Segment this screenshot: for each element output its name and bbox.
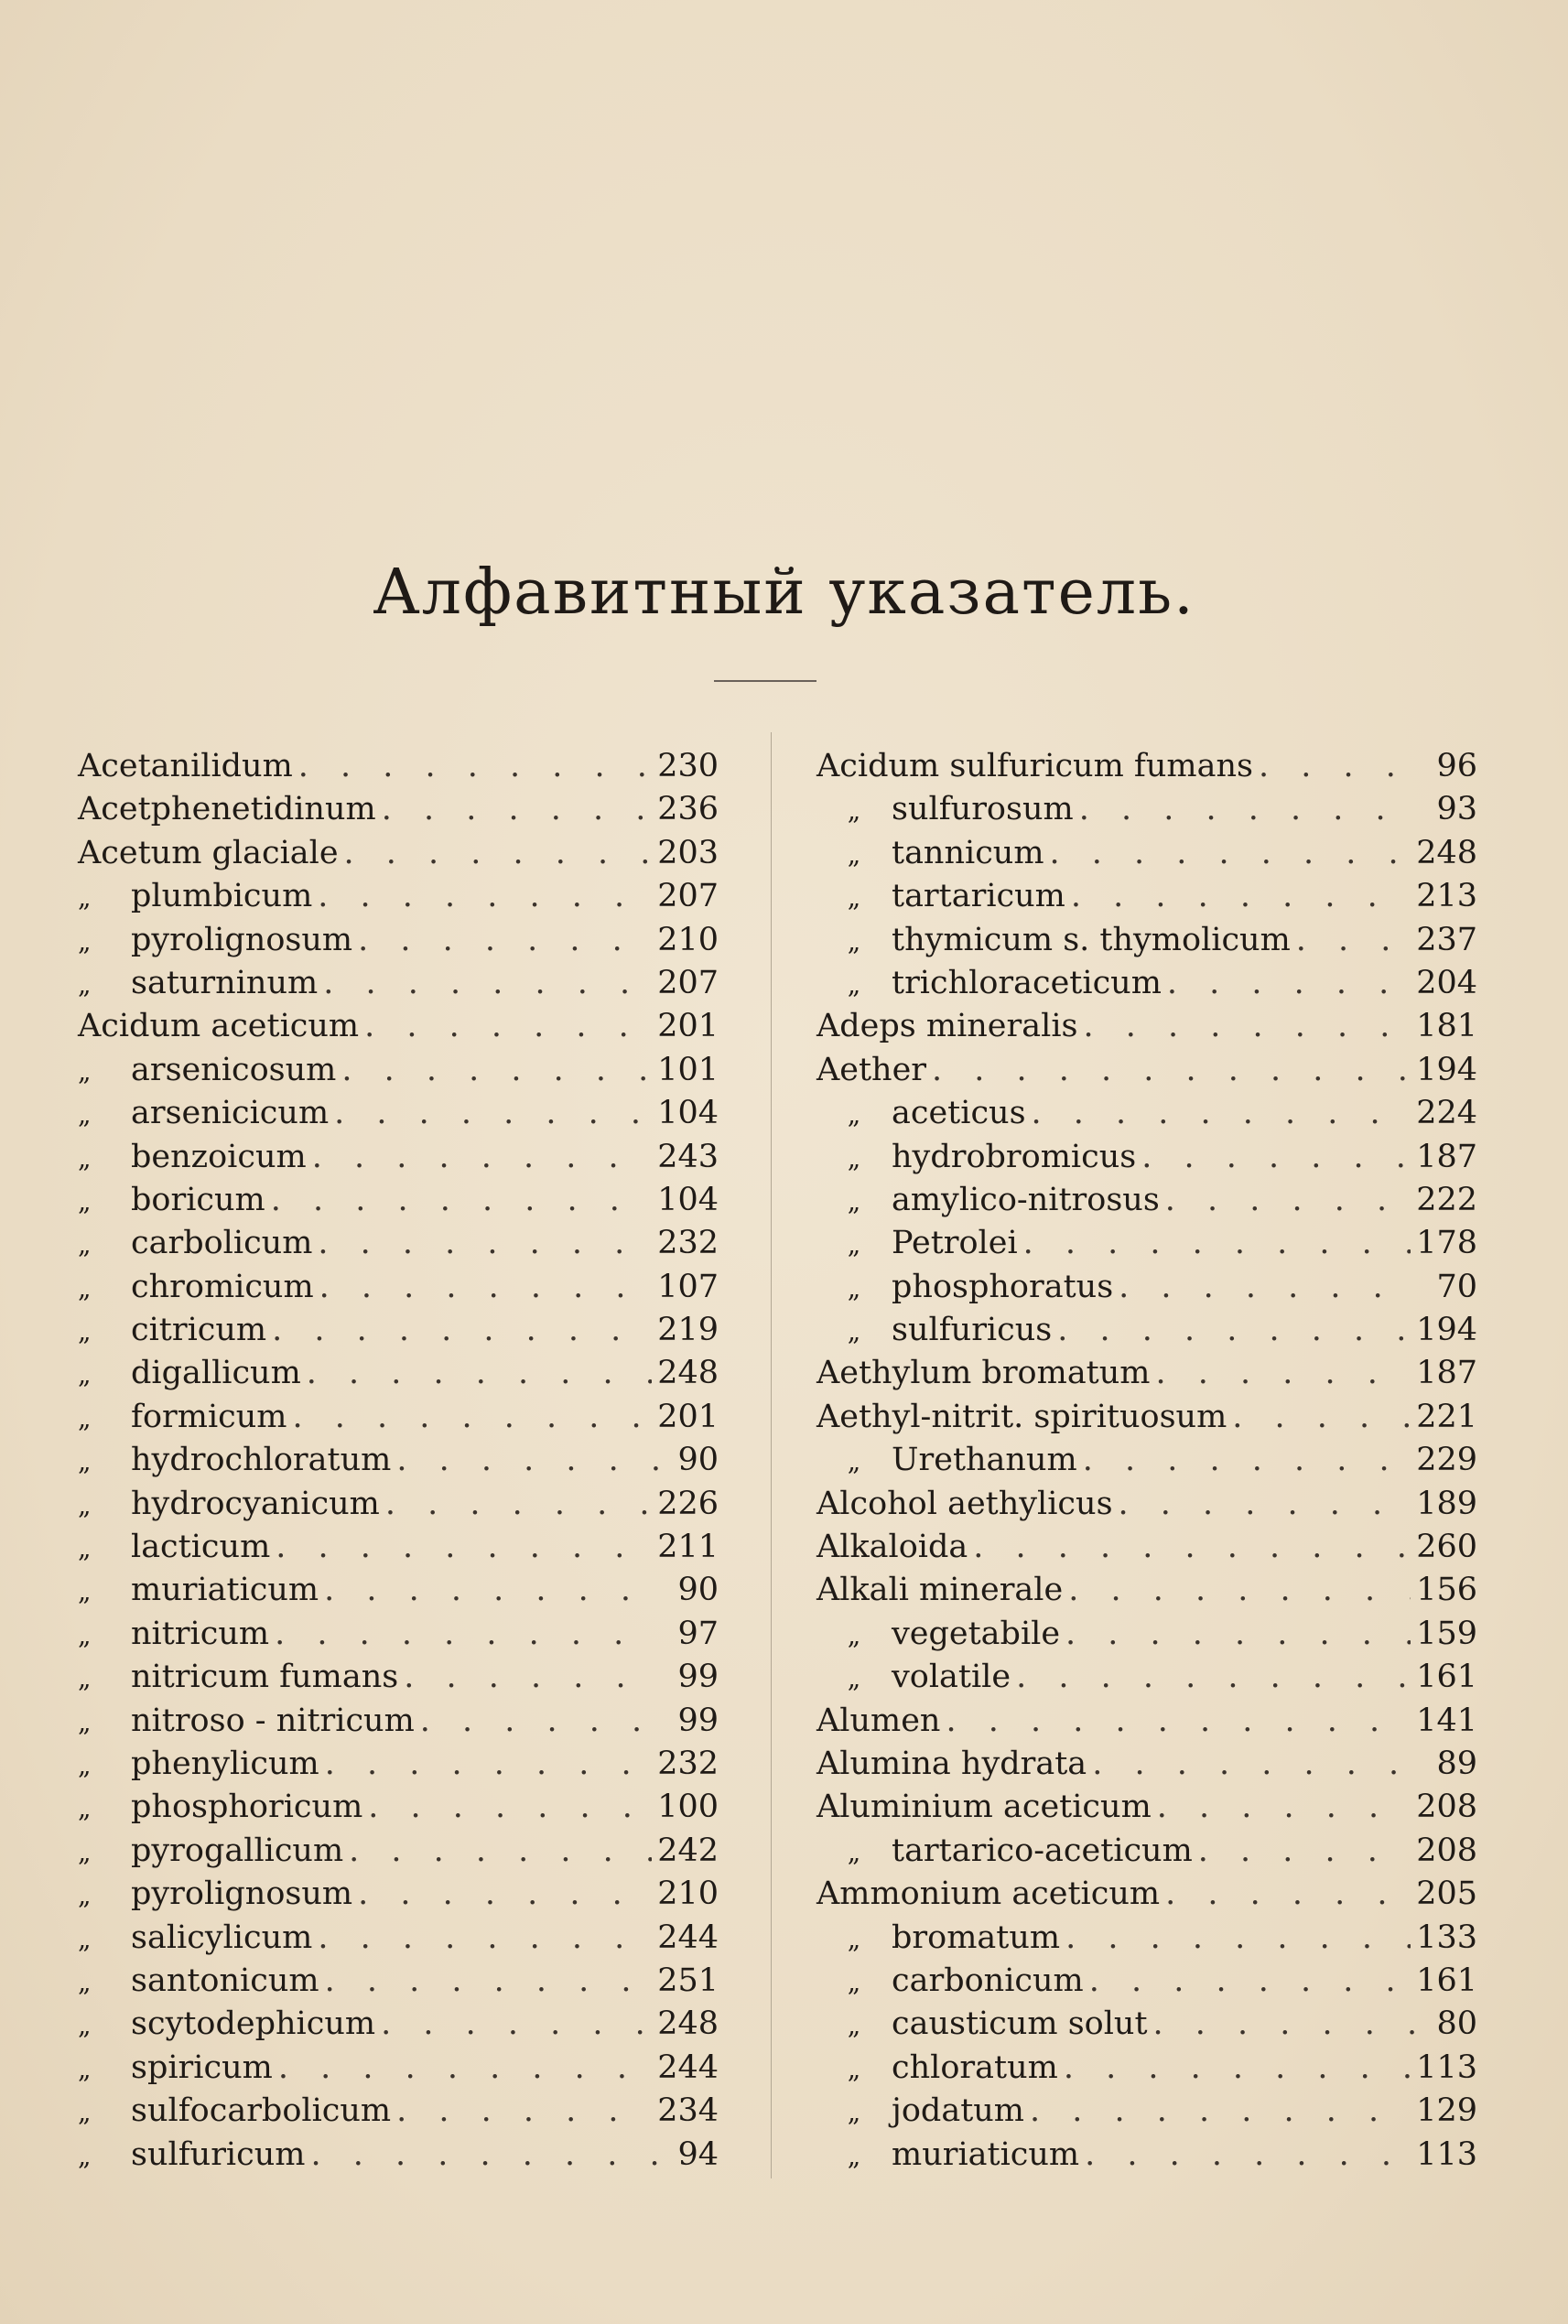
index-entry [816,1656,1477,1699]
index-entry [816,1222,1477,1265]
index-term: Aluminium aceticum [816,1789,1152,1826]
leader-dots [1119,1483,1411,1526]
index-term: „ citricum [78,1309,266,1353]
index-entry [78,1352,719,1395]
page-number: 210 [657,1875,719,1913]
page-number: 203 [657,834,719,871]
index-term: „ salicylicum [78,1917,312,1961]
leader-dots [932,1049,1411,1092]
index-entry [78,1873,719,1916]
page-number: 232 [657,1225,719,1262]
page-number: 207 [657,964,719,1001]
index-entry [816,1483,1477,1526]
index-term: Aether [816,1051,927,1088]
leader-dots [324,1569,658,1612]
leader-dots [1032,1092,1411,1135]
index-term: „ vegetabile [816,1613,1060,1657]
index-entry [78,1309,719,1352]
index-entry [816,1136,1477,1179]
page-number: 133 [1416,1919,1477,1956]
leader-dots [349,1830,652,1873]
leader-dots [310,2134,658,2177]
index-entry [816,1266,1477,1309]
index-term: „ spiricum [78,2047,273,2091]
index-term: „ Urethanum [816,1439,1077,1483]
page-number: 187 [1416,1355,1477,1392]
page-number: 96 [1436,748,1477,784]
index-entry [78,1830,719,1873]
page-number: 93 [1436,791,1477,828]
page-number: 97 [677,1615,719,1652]
leader-dots [318,1222,652,1265]
page-number: 104 [657,1181,719,1218]
index-term: „ digallicum [78,1352,301,1396]
index-term: „ sulfocarbolicum [78,2090,391,2134]
index-term: „ jodatum [816,2090,1024,2134]
index-entry [78,2134,719,2177]
leader-dots [1065,1613,1411,1656]
leader-dots [1068,1569,1411,1612]
page-number: 101 [657,1051,719,1088]
index-term: „ muriaticum [78,1569,319,1613]
page-title: Алфавитный указатель. [373,557,1195,629]
page-number: 229 [1416,1442,1477,1479]
page-number: 244 [657,1919,719,1956]
index-entry [78,1049,719,1092]
index-term: „ aceticus [816,1092,1026,1136]
leader-dots [1065,1917,1411,1960]
index-term: „ arsenicosum [78,1049,336,1093]
leader-dots [1085,2134,1411,2177]
index-entry [816,1613,1477,1656]
leader-dots [396,1439,658,1482]
index-term: „ amylico-nitrosus [816,1179,1160,1223]
leader-dots [341,1049,652,1092]
index-term: „ carbonicum [816,1960,1084,2004]
leader-dots [1167,962,1411,1005]
index-term: „ muriaticum [816,2134,1079,2178]
index-entry [78,1136,719,1179]
index-entry [78,1222,719,1265]
leader-dots [1141,1136,1411,1179]
index-entry [816,1569,1477,1612]
index-term: „ tannicum [816,832,1044,876]
index-term: Adeps mineralis [816,1008,1078,1045]
index-entry [816,1873,1477,1916]
page-number: 234 [657,2092,719,2130]
index-term: „ nitricum [78,1613,269,1657]
page-number: 104 [657,1095,719,1132]
page-number: 211 [657,1529,719,1566]
page-number: 201 [657,1008,719,1045]
index-entry [78,2090,719,2133]
page-number: 222 [1416,1181,1477,1218]
leader-dots [298,745,652,788]
index-term: „ pyrolignosum [78,919,352,963]
page-number: 260 [1416,1529,1477,1566]
index-entry [816,1396,1477,1439]
leader-dots [1071,875,1411,918]
index-term: Acetphenetidinum [78,791,376,828]
index-term: „ bromatum [816,1917,1060,1961]
page-number: 113 [1416,2135,1477,2173]
page-number: 99 [677,1659,719,1696]
leader-dots [1232,1396,1411,1439]
leader-dots [358,1873,652,1916]
index-column-right [816,745,1477,2177]
page-number: 201 [657,1398,719,1435]
leader-dots [382,788,652,831]
index-term: „ carbolicum [78,1222,312,1266]
page-number: 161 [1416,1962,1477,1999]
leader-dots [364,1005,652,1048]
index-term: „ pyrogallicum [78,1830,343,1874]
index-entry [816,1700,1477,1743]
page-number: 194 [1416,1312,1477,1349]
page-number: 100 [657,1789,719,1826]
index-term: „ sulfuricus [816,1309,1052,1353]
page-number: 248 [657,1355,719,1392]
page-number: 219 [657,1312,719,1349]
page-number: 156 [1416,1572,1477,1609]
index-entry [816,1960,1477,2003]
page-number: 213 [1416,878,1477,915]
index-term: Alumen [816,1702,941,1739]
index-entry [816,1917,1477,1960]
page-number: 248 [1416,834,1477,871]
leader-dots [319,1266,653,1309]
index-entry [78,2047,719,2090]
leader-dots [1119,1266,1417,1309]
index-entry [816,1049,1477,1092]
index-term: Aethyl-nitrit. spirituosum [816,1398,1227,1435]
index-term: „ phenylicum [78,1743,319,1787]
page-number: 181 [1416,1008,1477,1045]
index-entry [816,962,1477,1005]
leader-dots [385,1483,652,1526]
page-number: 113 [1416,2048,1477,2086]
index-term: Acidum aceticum [78,1008,360,1045]
index-entry [78,1700,719,1743]
page-number: 159 [1416,1615,1477,1652]
index-term: „ chloratum [816,2047,1058,2091]
index-term: „ Petrolei [816,1222,1018,1266]
index-entry [78,1743,719,1786]
index-entry [78,1656,719,1699]
index-entry [816,1092,1477,1135]
page-number: 243 [657,1138,719,1175]
leader-dots [323,962,652,1005]
page-number: 90 [677,1442,719,1479]
leader-dots [420,1700,658,1743]
leader-dots [318,875,652,918]
leader-dots [292,1396,652,1439]
leader-dots [344,832,653,875]
index-term: Alcohol aethylicus [816,1485,1113,1522]
leader-dots [1079,788,1417,831]
leader-dots [358,919,652,962]
index-term: „ volatile [816,1656,1011,1700]
leader-dots [1157,1786,1411,1829]
page-number: 70 [1436,1268,1477,1305]
index-entry [78,1439,719,1482]
index-term: „ lacticum [78,1526,270,1570]
index-entry [78,875,719,918]
index-term: „ trichloraceticum [816,962,1162,1006]
page-number: 242 [657,1832,719,1869]
leader-dots [1089,1960,1411,2003]
leader-dots [973,1526,1411,1569]
page-number: 89 [1436,1745,1477,1782]
index-term: „ tartaricum [816,875,1065,919]
page-number: 141 [1416,1702,1477,1739]
index-term: „ sulfurosum [816,788,1074,832]
leader-dots [1057,1309,1411,1352]
leader-dots [1153,2003,1417,2046]
index-term: „ phosphoricum [78,1786,362,1830]
leader-dots [1296,919,1411,962]
index-term: „ tartarico-aceticum [816,1830,1193,1874]
leader-dots [272,1309,652,1352]
index-term: Acetanilidum [78,748,293,784]
index-term: Aethylum bromatum [816,1355,1151,1392]
leader-dots [1259,745,1417,788]
index-entry [78,832,719,875]
leader-dots [278,2047,652,2090]
index-entry [816,1830,1477,1873]
leader-dots [1050,832,1411,875]
index-term: „ nitroso - nitricum [78,1700,415,1744]
index-entry [816,2134,1477,2177]
index-entry [78,1786,719,1829]
leader-dots [1030,2090,1411,2133]
leader-dots [325,1743,652,1786]
page-number: 80 [1436,2005,1477,2043]
leader-dots [368,1786,652,1829]
index-column-left [78,745,719,2177]
column-divider [771,732,772,2178]
page-number: 187 [1416,1138,1477,1175]
page-number: 248 [657,2005,719,2043]
index-term: Alumina hydrata [816,1745,1087,1782]
index-term: „ arsenicicum [78,1092,329,1136]
leader-dots [396,2090,652,2133]
index-entry [78,1092,719,1135]
leader-dots [404,1656,658,1699]
index-term: „ hydrobromicus [816,1136,1136,1180]
index-entry [78,1179,719,1222]
index-entry [816,875,1477,918]
page-number: 194 [1416,1051,1477,1088]
index-entry [78,1526,719,1569]
index-entry [816,2003,1477,2046]
page-number: 221 [1416,1398,1477,1435]
index-term: „ benzoicum [78,1136,307,1180]
index-entry [816,1439,1477,1482]
index-term: „ pyrolignosum [78,1873,352,1917]
index-entry [78,1569,719,1612]
leader-dots [1083,1005,1411,1048]
leader-dots [312,1136,652,1179]
page-number: 207 [657,878,719,915]
index-term: „ boricum [78,1179,265,1223]
index-entry [816,1352,1477,1395]
index-entry [78,2003,719,2046]
index-entry [816,1743,1477,1786]
index-entry [78,1960,719,2003]
leader-dots [276,1526,652,1569]
leader-dots [1092,1743,1417,1786]
page-number: 189 [1416,1485,1477,1522]
page-number: 230 [657,748,719,784]
page-number: 208 [1416,1789,1477,1826]
index-term: Acidum sulfuricum fumans [816,748,1253,784]
index-term: „ sulfuricum [78,2134,305,2178]
index-entry [816,2090,1477,2133]
index-entry [816,745,1477,788]
index-term: „ plumbicum [78,875,312,919]
index-term: „ causticum solut [816,2003,1148,2047]
leader-dots [1023,1222,1411,1265]
leader-dots [946,1700,1411,1743]
leader-dots [275,1613,658,1656]
leader-dots [1165,1873,1411,1916]
index-term: „ hydrocyanicum [78,1483,380,1527]
page-number: 236 [657,791,719,828]
index-term: „ chromicum [78,1266,314,1310]
index-term: Alkali minerale [816,1572,1064,1609]
index-term: „ nitricum fumans [78,1656,398,1700]
page-number: 232 [657,1745,719,1782]
index-term: Ammonium aceticum [816,1875,1161,1913]
leader-dots [1064,2047,1411,2090]
page-number: 99 [677,1702,719,1739]
index-term: „ santonicum [78,1960,319,2004]
index-entry [816,788,1477,831]
page-number: 129 [1416,2092,1477,2130]
index-entry [816,1309,1477,1352]
leader-dots [318,1917,652,1960]
index-term: „ hydrochloratum [78,1439,391,1483]
index-term: „ thymicum s. thymolicum [816,919,1291,963]
index-entry [816,1526,1477,1569]
page-number: 224 [1416,1095,1477,1132]
index-entry [78,1613,719,1656]
index-entry [78,1483,719,1526]
leader-dots [1016,1656,1411,1699]
page-number: 107 [657,1268,719,1305]
index-entry [816,1005,1477,1048]
leader-dots [334,1092,652,1135]
page-number: 244 [657,2048,719,2086]
index-entry [78,1005,719,1048]
leader-dots [381,2003,652,2046]
page-number: 204 [1416,964,1477,1001]
index-entry [78,788,719,831]
leader-dots [1083,1439,1411,1482]
index-term: „ formicum [78,1396,287,1440]
index-entry [78,962,719,1005]
index-term: „ phosphoratus [816,1266,1113,1310]
index-entry [816,832,1477,875]
page-number: 178 [1416,1225,1477,1262]
page-number: 90 [677,1572,719,1609]
index-term: „ scytodephicum [78,2003,375,2047]
leader-dots [325,1960,653,2003]
leader-dots [1155,1352,1411,1395]
index-entry [816,2047,1477,2090]
page-number: 94 [677,2135,719,2173]
leader-dots [1165,1179,1411,1222]
page-number: 208 [1416,1832,1477,1869]
page-number: 205 [1416,1875,1477,1913]
leader-dots [1198,1830,1411,1873]
page-number: 251 [657,1962,719,1999]
leader-dots [271,1179,652,1222]
page-number: 226 [657,1485,719,1522]
index-term: Alkaloida [816,1529,968,1566]
index-term: Acetum glaciale [78,834,339,871]
index-entry [816,1179,1477,1222]
index-entry [78,1396,719,1439]
leader-dots [307,1352,652,1395]
page-number: 210 [657,921,719,958]
index-entry [78,745,719,788]
page-number: 237 [1416,921,1477,958]
page-number: 161 [1416,1659,1477,1696]
index-term: „ saturninum [78,962,318,1006]
index-entry [816,1786,1477,1829]
title-divider [714,680,816,682]
index-entry [78,1266,719,1309]
index-entry [78,919,719,962]
index-entry [78,1917,719,1960]
index-entry [816,919,1477,962]
